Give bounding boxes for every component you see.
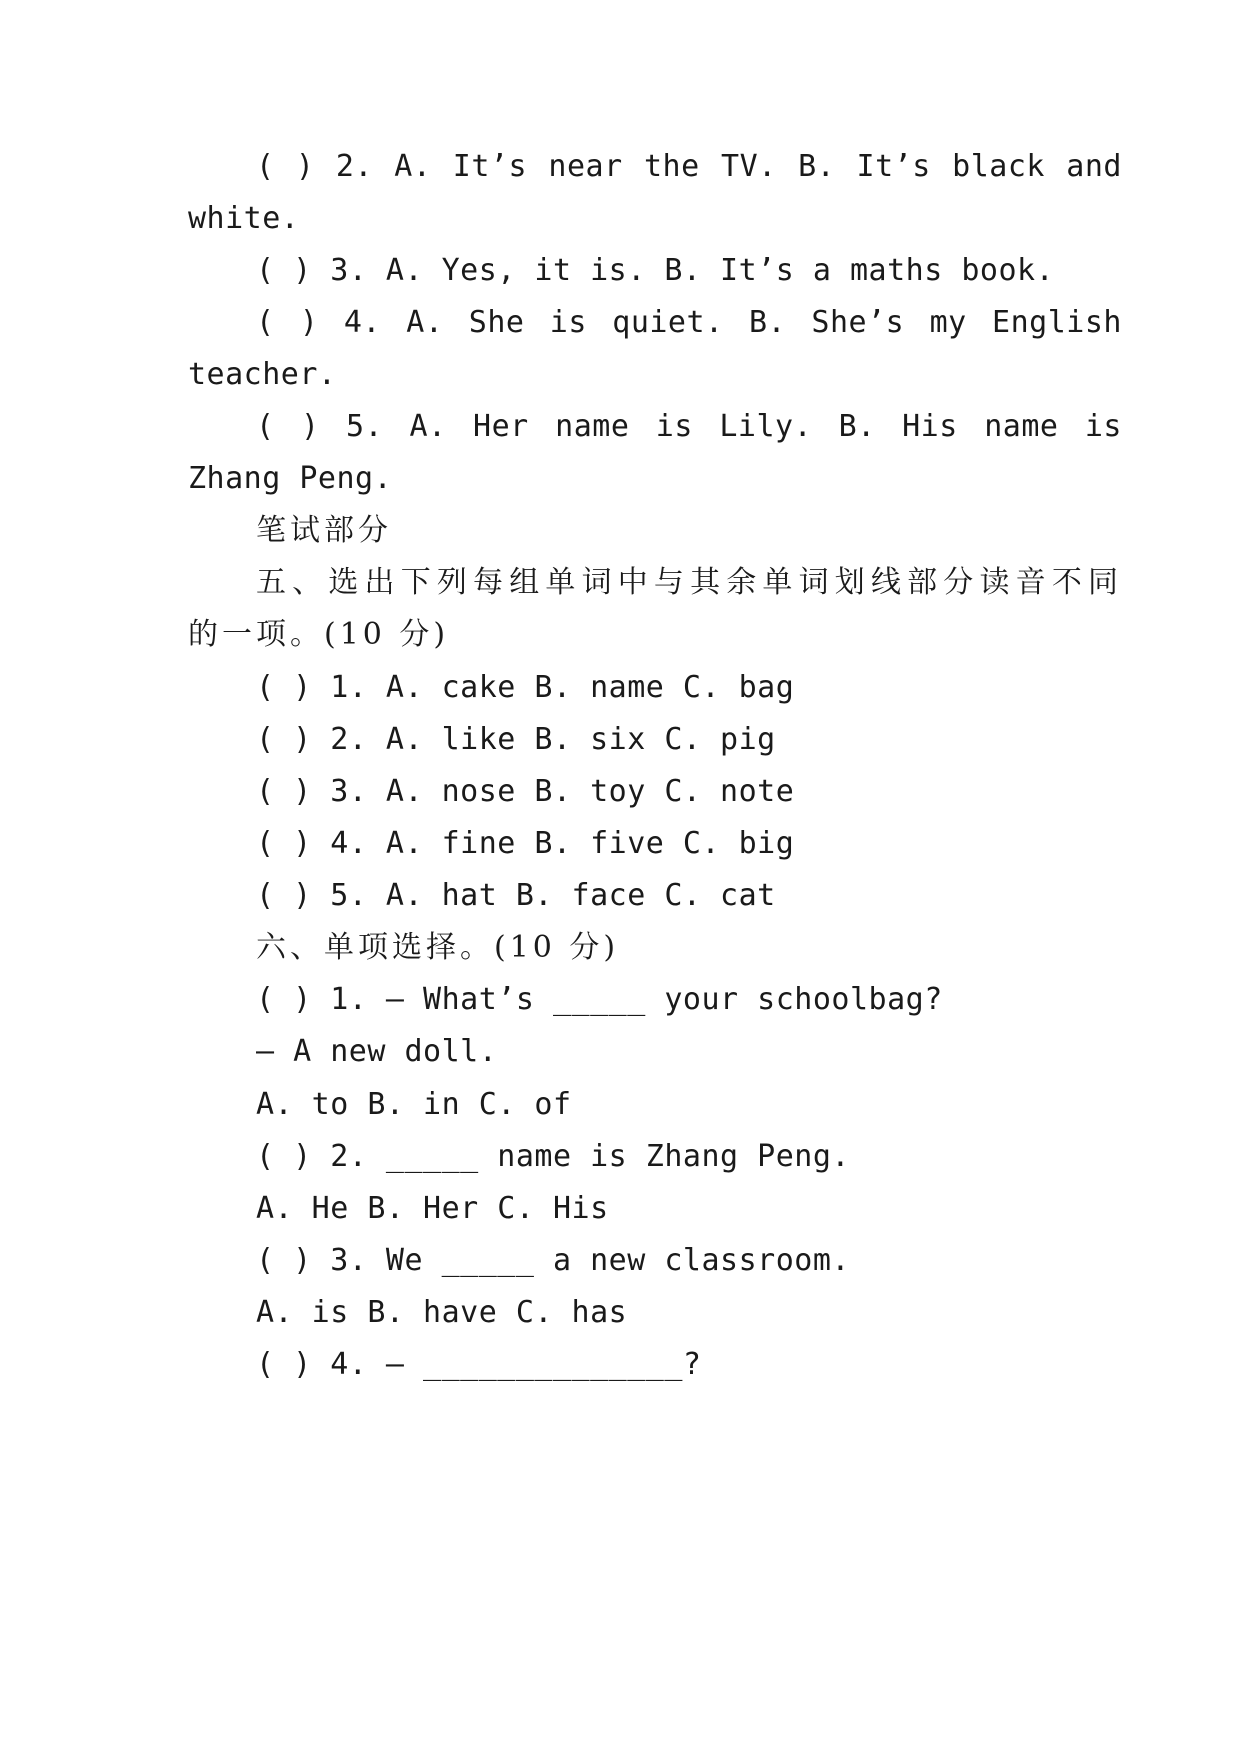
listening-q4-line2: teacher. bbox=[188, 357, 337, 392]
section6-q1-answer: — A new doll. bbox=[256, 1034, 498, 1069]
section5-item: ( ) 4. A. fine B. five C. big bbox=[256, 826, 795, 861]
section5-item: ( ) 1. A. cake B. name C. bag bbox=[256, 670, 795, 705]
section5-item: ( ) 5. A. hat B. face C. cat bbox=[256, 878, 776, 913]
section6-q2-options: A. He B. Her C. His bbox=[256, 1191, 609, 1226]
listening-q2-line1: ( ) 2. A. It’s near the TV. B. It’s black and bbox=[256, 149, 1122, 184]
listening-q5-line2: Zhang Peng. bbox=[188, 461, 393, 496]
section5-heading-line1: 五、选出下列每组单词中与其余单词划线部分读音不同 bbox=[256, 565, 1122, 600]
section6-heading: 六、单项选择。(10 分) bbox=[256, 930, 620, 965]
section6-q3-question: ( ) 3. We _____ a new classroom. bbox=[256, 1243, 850, 1278]
listening-q3: ( ) 3. A. Yes, it is. B. It’s a maths book. bbox=[256, 253, 1055, 288]
section5-heading-line2: 的一项。(10 分) bbox=[188, 617, 450, 652]
section5-item: ( ) 3. A. nose B. toy C. note bbox=[256, 774, 795, 809]
listening-q5-line1: ( ) 5. A. Her name is Lily. B. His name is bbox=[256, 409, 1122, 444]
section6-q1-options: A. to B. in C. of bbox=[256, 1087, 572, 1122]
written-section-heading: 笔试部分 bbox=[256, 513, 392, 548]
section6-q3-options: A. is B. have C. has bbox=[256, 1295, 628, 1330]
section6-q2-question: ( ) 2. _____ name is Zhang Peng. bbox=[256, 1139, 850, 1174]
section6-q1-question: ( ) 1. — What’s _____ your schoolbag? bbox=[256, 982, 943, 1017]
section5-item: ( ) 2. A. like B. six C. pig bbox=[256, 722, 776, 757]
listening-q4-line1: ( ) 4. A. She is quiet. B. She’s my English bbox=[256, 305, 1122, 340]
listening-q2-line2: white. bbox=[188, 201, 300, 236]
section6-q4-question: ( ) 4. — ______________? bbox=[256, 1347, 702, 1382]
